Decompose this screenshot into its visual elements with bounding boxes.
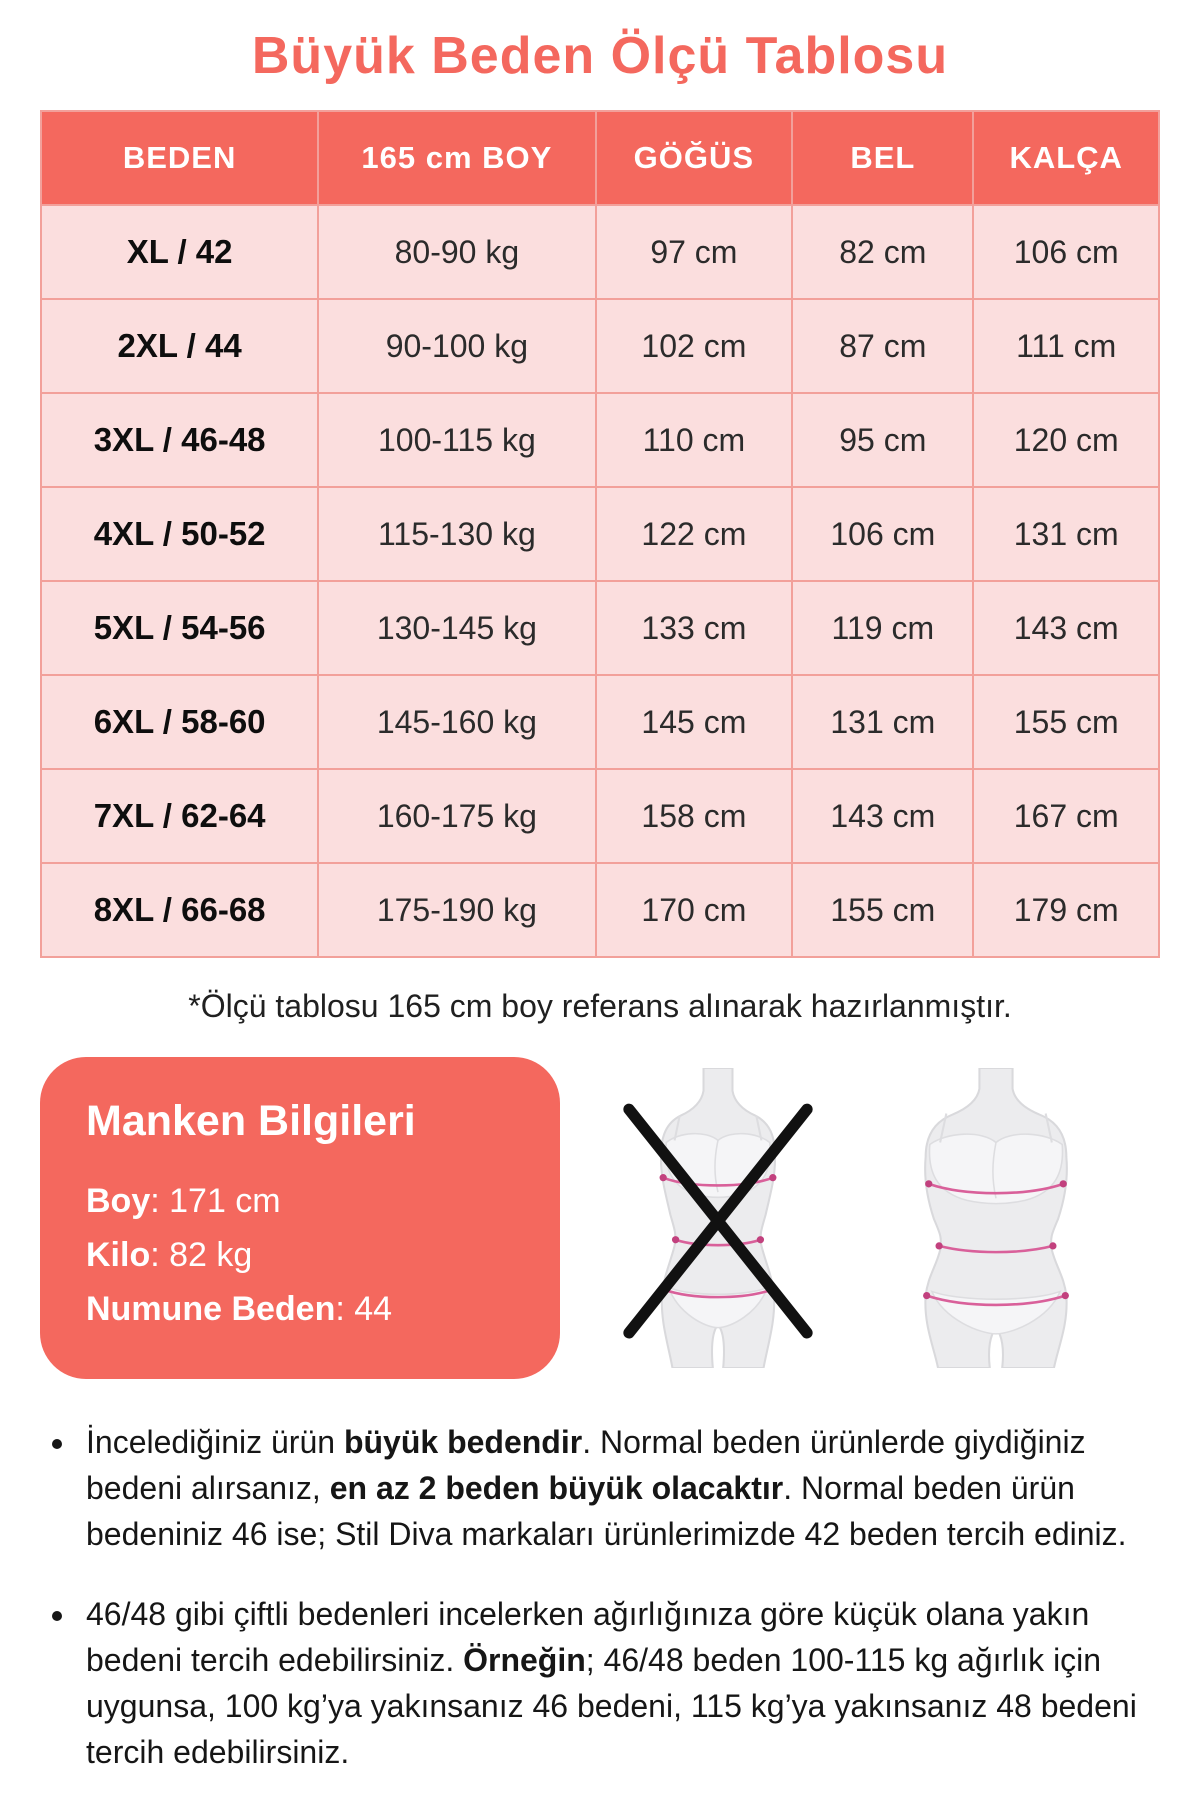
measure-cell: 133 cm — [596, 581, 793, 675]
column-header: 165 cm BOY — [318, 111, 595, 205]
measure-cell: 179 cm — [973, 863, 1159, 957]
measure-cell: 90-100 kg — [318, 299, 595, 393]
column-header: BEDEN — [41, 111, 318, 205]
note-text: 46/48 gibi çiftli bedenleri incelerken ağırlığınıza göre küçük olana yakın bedeni tercih edebilirsiniz. — [86, 1596, 1090, 1679]
size-table-body — [41, 205, 1159, 957]
measure-cell: 158 cm — [596, 769, 793, 863]
column-header: GÖĞÜS — [596, 111, 793, 205]
measure-cell: 143 cm — [973, 581, 1159, 675]
model-sample-size-value: : 44 — [335, 1290, 393, 1328]
measure-cell: 95 cm — [792, 393, 973, 487]
note-item — [78, 1419, 1156, 1557]
measure-cell: 100-115 kg — [318, 393, 595, 487]
size-cell: 4XL / 50-52 — [41, 487, 318, 581]
measure-cell: 119 cm — [792, 581, 973, 675]
note-item — [78, 1591, 1156, 1775]
size-table — [40, 110, 1160, 958]
measure-cell: 102 cm — [596, 299, 793, 393]
page-title: Büyük Beden Ölçü Tablosu — [251, 27, 949, 85]
size-cell: 3XL / 46-48 — [41, 393, 318, 487]
measure-cell: 131 cm — [973, 487, 1159, 581]
table-row — [41, 675, 1159, 769]
measure-cell: 97 cm — [596, 205, 793, 299]
table-row — [41, 487, 1159, 581]
measure-cell: 106 cm — [792, 487, 973, 581]
model-weight-label: Kilo — [86, 1236, 151, 1274]
measure-cell: 122 cm — [596, 487, 793, 581]
measure-cell: 120 cm — [973, 393, 1159, 487]
model-height-value: : 171 cm — [150, 1182, 281, 1220]
model-info-title: Manken Bilgileri — [86, 1097, 416, 1145]
model-height-line — [86, 1182, 514, 1221]
measure-cell: 131 cm — [792, 675, 973, 769]
table-row — [41, 205, 1159, 299]
measure-cell: 145-160 kg — [318, 675, 595, 769]
table-row — [41, 299, 1159, 393]
table-row — [41, 863, 1159, 957]
table-row — [41, 769, 1159, 863]
measure-cell: 110 cm — [596, 393, 793, 487]
header-row — [41, 111, 1159, 205]
table-row — [41, 393, 1159, 487]
measure-cell: 130-145 kg — [318, 581, 595, 675]
measure-cell: 167 cm — [973, 769, 1159, 863]
measure-cell: 115-130 kg — [318, 487, 595, 581]
note-bold-text: büyük bedendir — [343, 1424, 583, 1460]
measure-cell: 143 cm — [792, 769, 973, 863]
measure-cell: 145 cm — [596, 675, 793, 769]
size-table-head — [41, 111, 1159, 205]
size-cell: 2XL / 44 — [41, 299, 318, 393]
measure-cell: 175-190 kg — [318, 863, 595, 957]
figures-panel — [560, 1057, 1160, 1379]
plus-size-body-figure-icon — [876, 1068, 1116, 1368]
size-cell: 5XL / 54-56 — [41, 581, 318, 675]
plus-size-body-figure — [876, 1068, 1116, 1368]
column-header: KALÇA — [973, 111, 1159, 205]
table-footnote: *Ölçü tablosu 165 cm boy referans alınarak hazırlanmıştır. — [188, 988, 1012, 1024]
model-sample-size-line — [86, 1290, 514, 1329]
measure-cell: 155 cm — [792, 863, 973, 957]
measure-cell: 82 cm — [792, 205, 973, 299]
size-cell: 7XL / 62-64 — [41, 769, 318, 863]
measure-cell: 160-175 kg — [318, 769, 595, 863]
size-cell: 6XL / 58-60 — [41, 675, 318, 769]
note-bold-text: en az 2 beden büyük olacaktır — [329, 1470, 784, 1507]
model-height-label: Boy — [86, 1182, 151, 1220]
model-info-section — [40, 1057, 1160, 1379]
measure-cell: 111 cm — [973, 299, 1159, 393]
model-sample-size-label: Numune Beden — [86, 1290, 336, 1328]
table-row — [41, 581, 1159, 675]
column-header: BEL — [792, 111, 973, 205]
model-info-card — [40, 1057, 560, 1379]
measure-cell: 106 cm — [973, 205, 1159, 299]
note-text: ; 46/48 beden 100-115 kg ağırlık için uygunsa, 100 kg’ya yakınsanız 46 bedeni, 115 kg’ya yakınsanız 48 bedeni tercih edebilirsiniz. — [86, 1642, 1137, 1771]
model-weight-value: : 82 kg — [150, 1236, 253, 1274]
note-text: . Normal beden ürün bedeniniz 46 ise; Stil Diva markaları ürünlerimizde 42 beden tercih ediniz. — [86, 1470, 1127, 1553]
thin-body-figure-icon — [604, 1068, 832, 1368]
size-cell: 8XL / 66-68 — [41, 863, 318, 957]
size-cell: XL / 42 — [41, 205, 318, 299]
model-weight-line — [86, 1236, 514, 1275]
note-text: İncelediğiniz ürün — [86, 1424, 344, 1460]
measure-cell: 155 cm — [973, 675, 1159, 769]
note-text: . Normal beden ürünlerde giydiğiniz bedeni alırsanız, — [86, 1424, 1086, 1507]
note-bold-text: Örneğin — [463, 1642, 586, 1679]
size-notes-list — [44, 1419, 1156, 1776]
measure-cell: 170 cm — [596, 863, 793, 957]
thin-body-crossed-out-figure — [604, 1068, 832, 1368]
measure-cell: 87 cm — [792, 299, 973, 393]
measure-cell: 80-90 kg — [318, 205, 595, 299]
